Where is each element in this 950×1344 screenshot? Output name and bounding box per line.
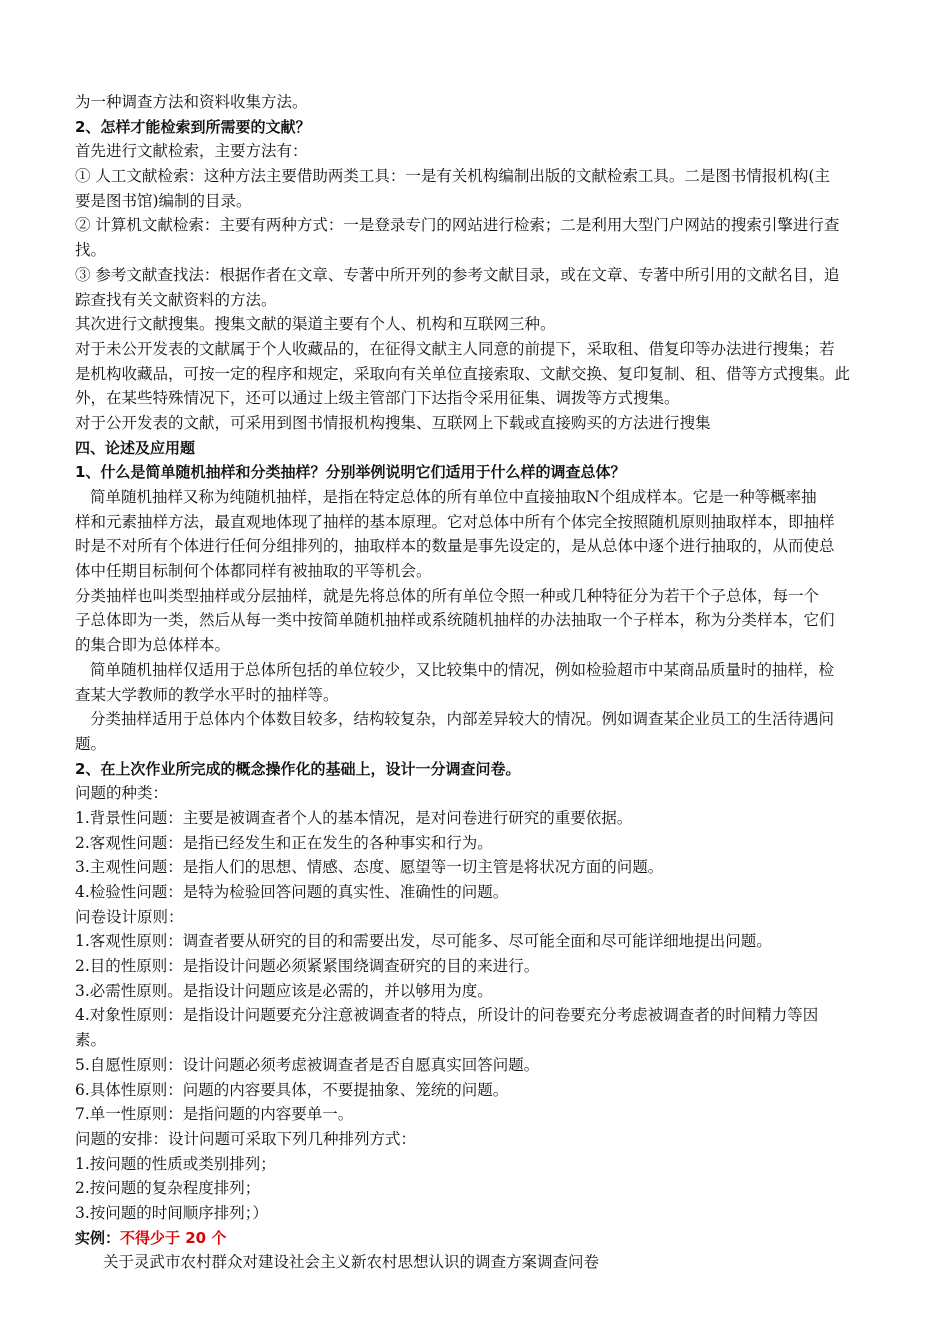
text-line: 3.必需性原则。是指设计问题应该是必需的，并以够用为度。 (75, 981, 493, 1000)
text-line: ③ 参考文献查找法：根据作者在文章、专著中所开列的参考文献目录，或在文章、专著中所引用的文献名目，追 (75, 265, 840, 284)
text-line: 4.对象性原则：是指设计问题要充分注意被调查者的特点，所设计的问卷要充分考虑被调查者的时间精力等因 (75, 1006, 819, 1025)
text-line: 2.按问题的复杂程度排列； (75, 1179, 261, 1198)
text-line: 5.自愿性原则：设计问题必须考虑被调查者是否自愿真实回答问题。 (75, 1055, 540, 1074)
section-heading: 2、在上次作业所完成的概念操作化的基础上，设计一分调查问卷。 (75, 759, 521, 778)
text-line: 外，在某些特殊情况下，还可以通过上级主管部门下达指令采用征集、调拨等方式搜集。 (75, 389, 680, 408)
example-note: 不得少于 20 个 (120, 1228, 227, 1247)
document-body (75, 90, 880, 1226)
text-line: 1.按问题的性质或类别排列； (75, 1154, 276, 1173)
text-line: 问题的安排：设计问题可采取下列几种排列方式： (75, 1129, 417, 1148)
text-line: 体中任期目标制何个体都同样有被抽取的平等机会。 (75, 562, 432, 581)
section-heading: 1、什么是简单随机抽样和分类抽样？分别举例说明它们适用于什么样的调查总体？ (75, 463, 626, 482)
text-line: 子总体即为一类，然后从每一类中按简单随机抽样或系统随机抽样的办法抽取一个子样本，称为分类样本，它们 (75, 611, 835, 630)
text-line: 查某大学教师的教学水平时的抽样等。 (75, 685, 339, 704)
text-line: ① 人工文献检索：这种方法主要借助两类工具：一是有关机构编制出版的文献检索工具。二是图书情报机构(主 (75, 167, 830, 186)
example-heading (75, 1226, 880, 1251)
text-line: 简单随机抽样又称为纯随机抽样，是指在特定总体的所有单位中直接抽取N个组成样本。它是一种等概率抽 (90, 488, 817, 506)
text-line: ② 计算机文献检索：主要有两种方式：一是登录专门的网站进行检索；二是利用大型门户网站的搜索引擎进行查 (75, 216, 840, 235)
text-line: 的集合即为总体样本。 (75, 636, 231, 655)
text-line: 4.检验性问题：是特为检验回答问题的真实性、准确性的问题。 (75, 883, 509, 901)
text-line: 题。 (75, 734, 107, 753)
text-line: 1.客观性原则：调查者要从研究的目的和需要出发，尽可能多、尽可能全面和尽可能详细地提出问题。 (75, 932, 772, 951)
text-line: 3.按问题的时间顺序排列；） (75, 1203, 269, 1222)
text-line: 首先进行文献检索，主要方法有： (75, 142, 308, 161)
document-page (75, 90, 880, 1275)
questionnaire-title: 关于灵武市农村群众对建设社会主义新农村思想认识的调查方案调查问卷 (103, 1253, 600, 1272)
text-line: 时是不对所有个体进行任何分组排列的，抽取样本的数量是事先设定的，是从总体中逐个进行抽取的，从而使总 (75, 537, 835, 556)
text-line: 问题的种类： (75, 784, 169, 803)
text-line: 简单随机抽样仅适用于总体所包括的单位较少，又比较集中的情况，例如检验超市中某商品质量时的抽样，检 (90, 660, 835, 679)
text-line: 是机构收藏品，可按一定的程序和规定，采取向有关单位直接索取、文献交换、复印复制、租、借等方式搜集。此 (75, 364, 851, 383)
text-line: 分类抽样适用于总体内个体数目较多，结构较复杂，内部差异较大的情况。例如调查某企业员工的生活待遇问 (90, 710, 835, 729)
text-line: 1.背景性问题：主要是被调查者个人的基本情况，是对问卷进行研究的重要依据。 (75, 808, 633, 827)
example-label: 实例： (75, 1228, 121, 1247)
text-line: 对于未公开发表的文献属于个人收藏品的，在征得文献主人同意的前提下，采取租、借复印等办法进行搜集；若 (75, 339, 835, 358)
text-line: 问卷设计原则： (75, 907, 184, 926)
text-line: 为一种调查方法和资料收集方法。 (75, 93, 308, 111)
text-line: 找。 (75, 241, 107, 260)
text-line: 3.主观性问题：是指人们的思想、情感、态度、愿望等一切主管是将状况方面的问题。 (75, 858, 664, 877)
text-line: 其次进行文献搜集。搜集文献的渠道主要有个人、机构和互联网三种。 (75, 315, 556, 334)
text-line: 踪查找有关文献资料的方法。 (75, 290, 277, 309)
section-heading: 四、论述及应用题 (75, 438, 196, 457)
text-line: 2.客观性问题：是指已经发生和正在发生的各种事实和行为。 (75, 833, 493, 852)
text-line: 要是图书馆)编制的目录。 (75, 191, 252, 210)
text-line: 2.目的性原则：是指设计问题必须紧紧围绕调查研究的目的来进行。 (75, 957, 540, 976)
text-line: 样和元素抽样方法，最直观地体现了抽样的基本原理。它对总体中所有个体完全按照随机原则抽取样本，即抽样 (75, 512, 835, 531)
text-line: 对于公开发表的文献，可采用到图书情报机构搜集、互联网上下载或直接购买的方法进行搜集 (75, 413, 711, 432)
text-line: 7.单一性原则：是指问题的内容要单一。 (75, 1105, 354, 1124)
text-line: 素。 (75, 1031, 107, 1050)
text-line: 分类抽样也叫类型抽样或分层抽样，就是先将总体的所有单位令照一种或几种特征分为若干个子总体，每一个 (75, 586, 820, 605)
text-line: 6.具体性原则：问题的内容要具体，不要提抽象、笼统的问题。 (75, 1080, 509, 1099)
section-heading: 2、怎样才能检索到所需要的文献？ (75, 117, 311, 136)
